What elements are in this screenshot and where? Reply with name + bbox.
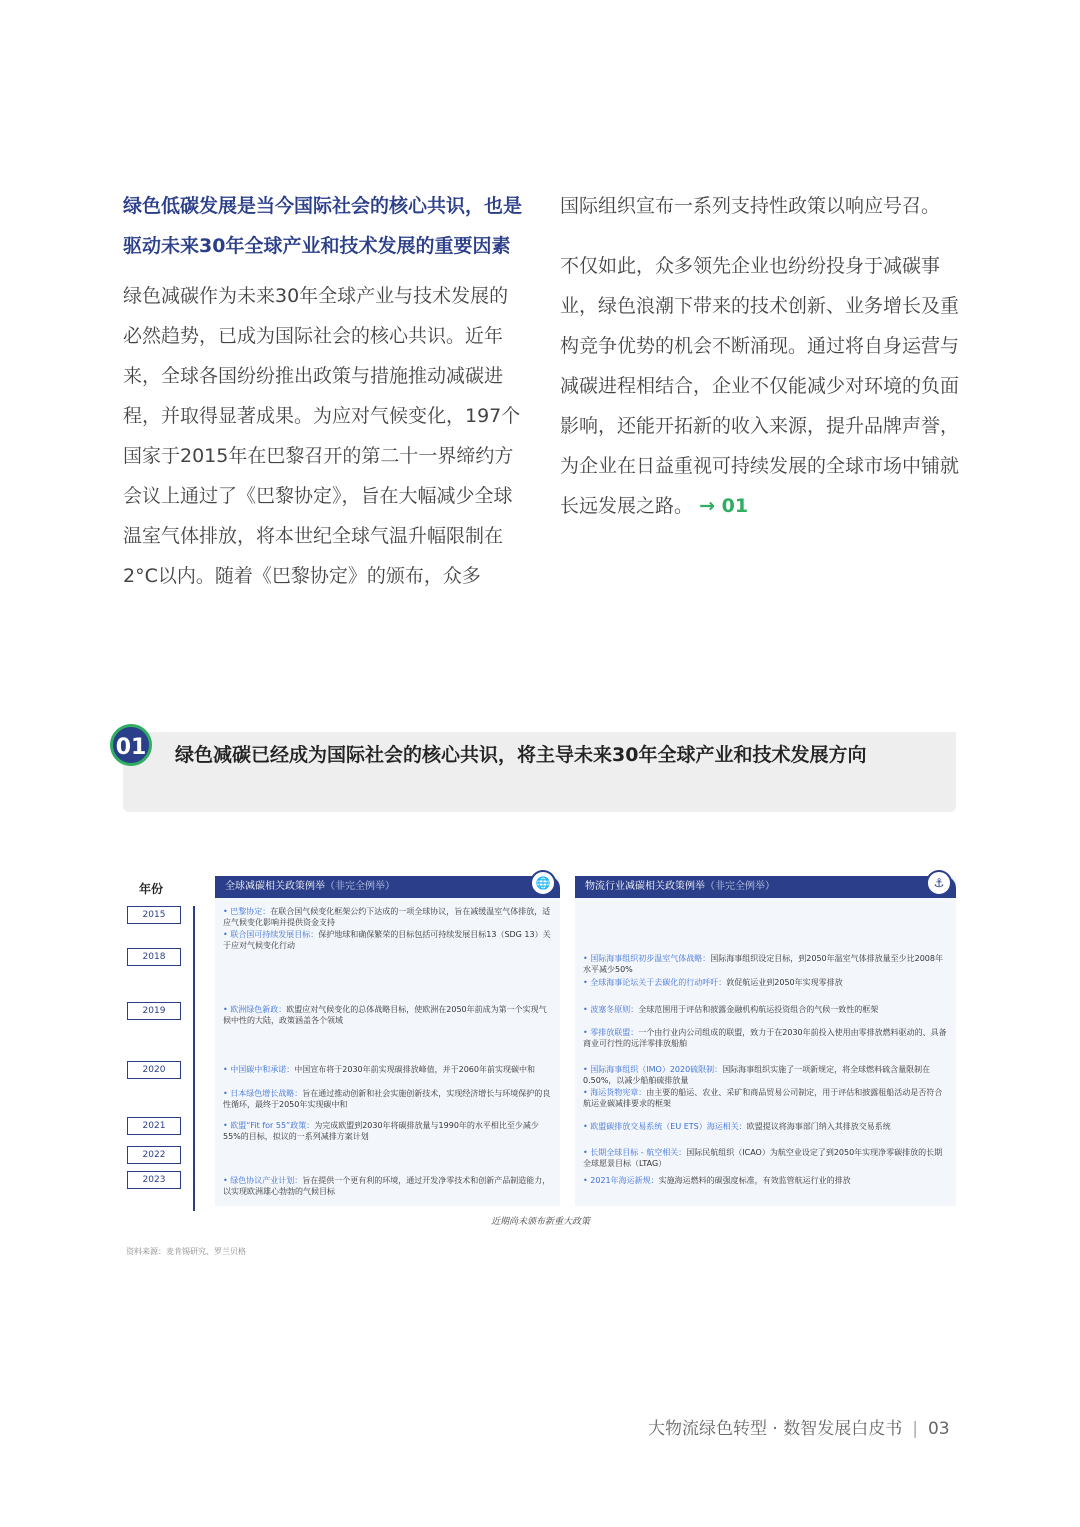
policy-item: • 长期全球目标 - 航空相关：国际民航组织（ICAO）为航空业设定了到2050年实现净零碳排放的长期全球愿景目标（LTAG） bbox=[583, 1148, 943, 1168]
section-ref-link[interactable]: → 01 bbox=[699, 495, 749, 517]
timeline-axis bbox=[193, 906, 195, 1211]
section-number-badge: 01 bbox=[110, 724, 152, 766]
year-column-header: 年份 bbox=[139, 882, 164, 896]
policy-item: • 海运货物宪章：由主要的船运、农业、采矿和商品贸易公司制定，用于评估和披露租船活动是否符合航运业碳减排要求的框架 bbox=[583, 1088, 943, 1108]
logistics-policy-panel bbox=[575, 876, 956, 1206]
logistics-policy-panel-header bbox=[575, 876, 956, 898]
policy-item: • 国际海事组织初步温室气体战略：国际海事组织设定目标，到2050年温室气体排放量至少比2008年水平减少50% bbox=[583, 954, 943, 974]
policy-item: • 中国碳中和承诺：中国宣布将于2030年前实现碳排放峰值，并于2060年前实现碳中和 bbox=[223, 1065, 535, 1074]
right-paragraph-2 bbox=[560, 246, 960, 526]
footer-title: 大物流绿色转型 · 数智发展白皮书 bbox=[648, 1419, 903, 1439]
policy-item: • 波塞冬原则：全球范围用于评估和披露金融机构航运投资组合的气候一致性的框架 bbox=[583, 1005, 879, 1014]
logistics-policy-title: 物流行业减碳相关政策例举 bbox=[585, 881, 705, 892]
year-tag: 2015 bbox=[127, 906, 181, 924]
policy-timeline-figure bbox=[123, 866, 956, 1236]
policy-item: • 绿色协议产业计划：旨在提供一个更有利的环境，通过开发净零技术和创新产品制造能力，以实现欧洲雄心勃勃的气候目标 bbox=[223, 1176, 551, 1196]
right-paragraph-1: 国际组织宣布一系列支持性政策以响应号召。 bbox=[560, 195, 941, 217]
left-column bbox=[123, 186, 523, 616]
right-column bbox=[560, 186, 960, 546]
left-paragraph: 绿色减碳作为未来30年全球产业与技术发展的必然趋势，已成为国际社会的核心共识。近年来，全球各国纷纷推出政策与措施推动减碳进程，并取得显著成果。为应对气候变化，197个国家于2015年在巴黎召开的第二十一界缔约方会议上通过了《巴黎协定》，旨在大幅减少全球温室气体排放，将本世纪全球气温升幅限制在2°C以内。随着《巴黎协定》的颁布，众多 bbox=[123, 285, 521, 587]
right-paragraph-2-text: 不仅如此，众多领先企业也纷纷投身于减碳事业，绿色浪潮下带来的技术创新、业务增长及重构竞争优势的机会不断涌现。通过将自身运营与减碳进程相结合，企业不仅能减少对环境的负面影响，还能开拓新的收入来源，提升品牌声誉，为企业在日益重视可持续发展的全球市场中铺就长远发展之路。 bbox=[560, 255, 960, 517]
policy-item: • 巴黎协定：在联合国气候变化框架公约下达成的一项全球协议，旨在减缓温室气体排放，适应气候变化影响并提供资金支持 bbox=[223, 907, 551, 927]
year-tag: 2022 bbox=[127, 1146, 181, 1164]
page-footer: 大物流绿色转型 · 数智发展白皮书 | 03 bbox=[648, 1419, 950, 1439]
policy-item: • 零排放联盟：一个由行业内公司组成的联盟，致力于在2030年前投入使用由零排放燃料驱动的、具备商业可行性的远洋零排放船舶 bbox=[583, 1028, 947, 1048]
section-title: 绿色减碳已经成为国际社会的核心共识，将主导未来30年全球产业和技术发展方向 bbox=[175, 744, 867, 766]
globe-icon: 🌐 bbox=[530, 870, 556, 896]
logistics-policy-subtitle: （非完全例举） bbox=[705, 881, 775, 892]
year-tag: 2021 bbox=[127, 1117, 181, 1135]
year-tag: 2018 bbox=[127, 948, 181, 966]
policy-item: • 国际海事组织（IMO）2020硫限制：国际海事组织实施了一项新规定，将全球燃料硫含量限制在0.50%，以减少船舶硫排放量 bbox=[583, 1065, 931, 1085]
ship-icon: ⚓ bbox=[926, 870, 952, 896]
global-policy-panel-header bbox=[215, 876, 560, 898]
policy-item: • 2021年海运新规：实施海运燃料的碳强度标准，有效监管航运行业的排放 bbox=[583, 1176, 851, 1185]
policy-item: • 欧盟碳排放交易系统（EU ETS）海运相关：欧盟提议将海事部门纳入其排放交易系统 bbox=[583, 1122, 891, 1131]
policy-item: • 全球海事论坛关于去碳化的行动呼吁：敦促航运业到2050年实现零排放 bbox=[583, 978, 843, 987]
policy-item: • 欧盟“Fit for 55”政策：为完成欧盟到2030年将碳排放量与1990年的水平相比至少减少55%的目标，拟议的一系列减排方案计划 bbox=[223, 1121, 539, 1141]
year-tag: 2019 bbox=[127, 1002, 181, 1020]
year-tag: 2020 bbox=[127, 1061, 181, 1079]
policy-item: • 联合国可持续发展目标：保护地球和确保繁荣的目标包括可持续发展目标13（SDG 13）关于应对气候变化行动 bbox=[223, 930, 551, 950]
source-note: 资料来源：麦肯锡研究、罗兰贝格 bbox=[126, 1247, 246, 1256]
year-tag: 2023 bbox=[127, 1171, 181, 1189]
left-headline: 绿色低碳发展是当今国际社会的核心共识，也是驱动未来30年全球产业和技术发展的重要因素 bbox=[123, 195, 523, 257]
figure-caption: 近期尚未颁布新重大政策 bbox=[491, 1217, 591, 1227]
global-policy-title: 全球减碳相关政策例举 bbox=[225, 881, 325, 892]
global-policy-subtitle: （非完全例举） bbox=[325, 881, 395, 892]
policy-item: • 日本绿色增长战略：旨在通过推动创新和社会实施创新技术，实现经济增长与环境保护的良性循环，最终于2050年实现碳中和 bbox=[223, 1089, 551, 1109]
page-number: 03 bbox=[927, 1419, 950, 1439]
global-policy-panel bbox=[215, 876, 560, 1206]
policy-item: • 欧洲绿色新政：欧盟应对气候变化的总体战略目标，使欧洲在2050年前成为第一个实现气候中性的大陆，政策涵盖各个领域 bbox=[223, 1005, 547, 1025]
